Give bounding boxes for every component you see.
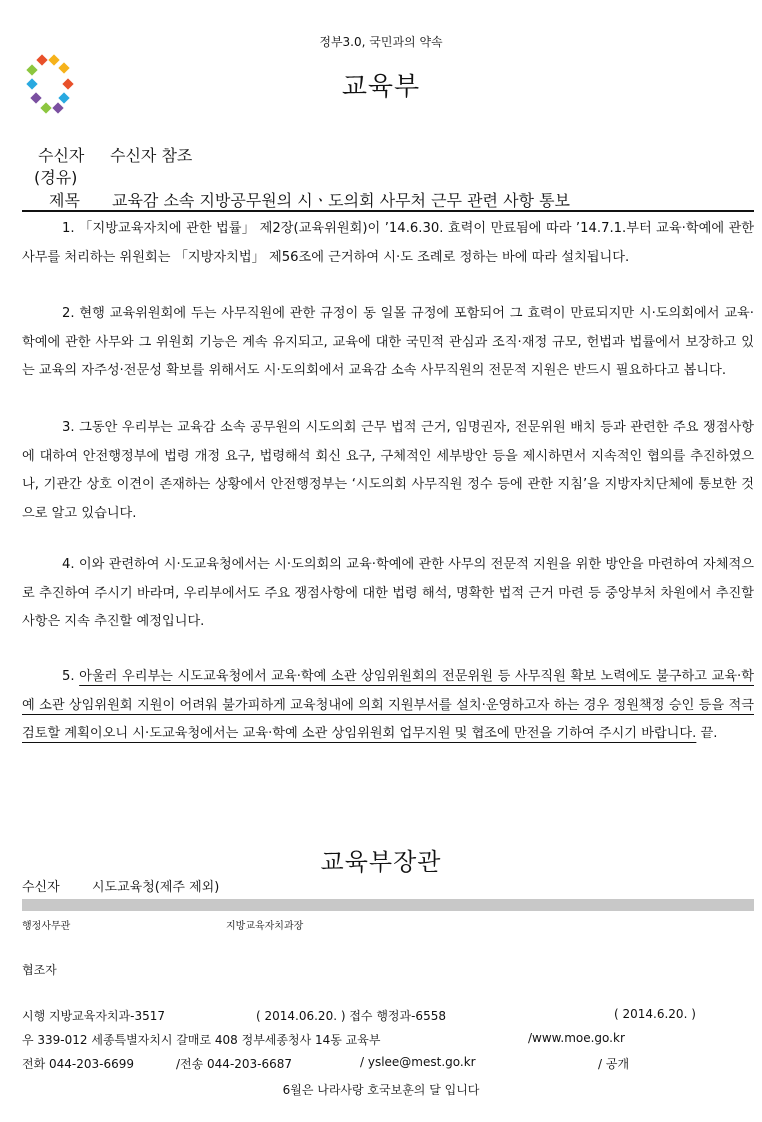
recipient-label: 수신자 bbox=[38, 146, 85, 165]
footer-exec: 시행 지방교육자치과-3517 bbox=[22, 1009, 166, 1023]
approver-director: 지방교육자치과장 bbox=[226, 921, 304, 932]
via-label: (경유) bbox=[34, 168, 78, 187]
footer-address: 우 339-012 세종특별자치시 갈매로 408 정부세종청사 14동 교육부 bbox=[22, 1033, 381, 1047]
end-mark: 끝. bbox=[696, 726, 718, 741]
paragraph-4: 4. 이와 관련하여 시·도교육청에서는 시·도의회의 교육·학예에 관한 사무의 전문적 지원을 위한 방안을 마련하여 자체적으로 추진하여 주시기 바라며, 우리부에서도 주요 쟁점사항에 대한 법령 해석, 명확한 법적 근거 마련 등 중앙부처 차원에서 추진할 사항은 지속 추진할 예정입니다. bbox=[22, 557, 754, 629]
cooperator-label: 협조자 bbox=[22, 963, 57, 977]
footer-email: / yslee@mest.go.kr bbox=[360, 1055, 476, 1069]
footer-exec-date: ( 2014.06.20. ) 접수 행정과-6558 bbox=[256, 1009, 446, 1023]
minister-signature: 교육부장관 bbox=[320, 848, 442, 876]
subject-label: 제목 bbox=[49, 191, 80, 210]
footer-motto: 6월은 나라사랑 호국보훈의 달 입니다 bbox=[282, 1083, 480, 1097]
footer-recv-date: ( 2014.6.20. ) bbox=[614, 1007, 696, 1021]
paragraph-2: 2. 현행 교육위원회에 두는 사무직원에 관한 규정이 동 일몰 규정에 포함되어 그 효력이 만료되지만 시·도의회에서 교육·학예에 관한 사무와 그 위원회 기능은 계속 유지되고, 교육에 대한 국민적 관심과 조직·재정 규모, 헌법과 법률에서 보장하고 있는 교육의 자주성·전문성 확보를 위해서도 시·도의회에서 교육감 소속 사무직원의 전문적 지원은 반드시 필요하다고 봅니다. bbox=[22, 306, 754, 378]
subject-text: 교육감 소속 지방공무원의 시ㆍ도의회 사무처 근무 관련 사항 통보 bbox=[112, 191, 571, 210]
approval-divider bbox=[22, 899, 754, 911]
recipient-list-value: 시도교육청(제주 제외) bbox=[92, 880, 220, 895]
subject-row bbox=[22, 186, 754, 212]
paragraph-5-number: 5. bbox=[62, 669, 80, 684]
recipient-value: 수신자 참조 bbox=[110, 146, 193, 165]
paragraph-1: 1. 「지방교육자치에 관한 법률」 제2장(교육위원회)이 ’14.6.30. 효력이 만료됨에 따라 ’14.7.1.부터 교육·학예에 관한 사무를 처리하는 위원회는 「지방자치법」 제56조에 근거하여 시·도 조례로 정하는 바에 따라 설치됩니다. bbox=[22, 221, 754, 265]
ministry-title: 교육부 bbox=[341, 72, 421, 102]
approver-officer: 행정사무관 bbox=[22, 921, 71, 932]
paragraph-3: 3. 그동안 우리부는 교육감 소속 공무원의 시도의회 근무 법적 근거, 임명권자, 전문위원 배치 등과 관련한 주요 쟁점사항에 대하여 안전행정부에 법령 개정 요구, 법령해석 회신 요구, 구체적인 세부방안 등을 제시하면서 지속적인 협의를 추진하였으나, 기관간 상호 이견이 존재하는 상황에서 안전행정부는 ‘시도의회 사무직원 정수 등에 관한 지침’을 지방자치단체에 통보한 것으로 알고 있습니다. bbox=[22, 420, 754, 521]
footer-disclosure: / 공개 bbox=[598, 1057, 630, 1071]
paragraph-5 bbox=[22, 663, 754, 749]
footer-website: /www.moe.go.kr bbox=[528, 1031, 625, 1045]
paragraph-5-text: 아울러 우리부는 시도교육청에서 교육·학예 소관 상임위원회의 전문위원 등 사무직원 확보 노력에도 불구하고 교육·학예 소관 상임위원회 지원이 어려워 불가피하게 교육청내에 의회 지원부서를 설치·운영하고자 하는 경우 정원책정 승인 등을 적극 검토할 계획이오니 시·도교육청에서는 교육·학예 소관 상임위원회 업무지원 및 협조에 만전을 기하여 주시기 바랍니다. bbox=[22, 669, 754, 741]
slogan: 정부3.0, 국민과의 약속 bbox=[319, 35, 443, 49]
recipient-list-label: 수신자 bbox=[22, 880, 60, 895]
footer-phone: 전화 044-203-6699 bbox=[22, 1057, 135, 1071]
footer-fax: /전송 044-203-6687 bbox=[176, 1057, 293, 1071]
